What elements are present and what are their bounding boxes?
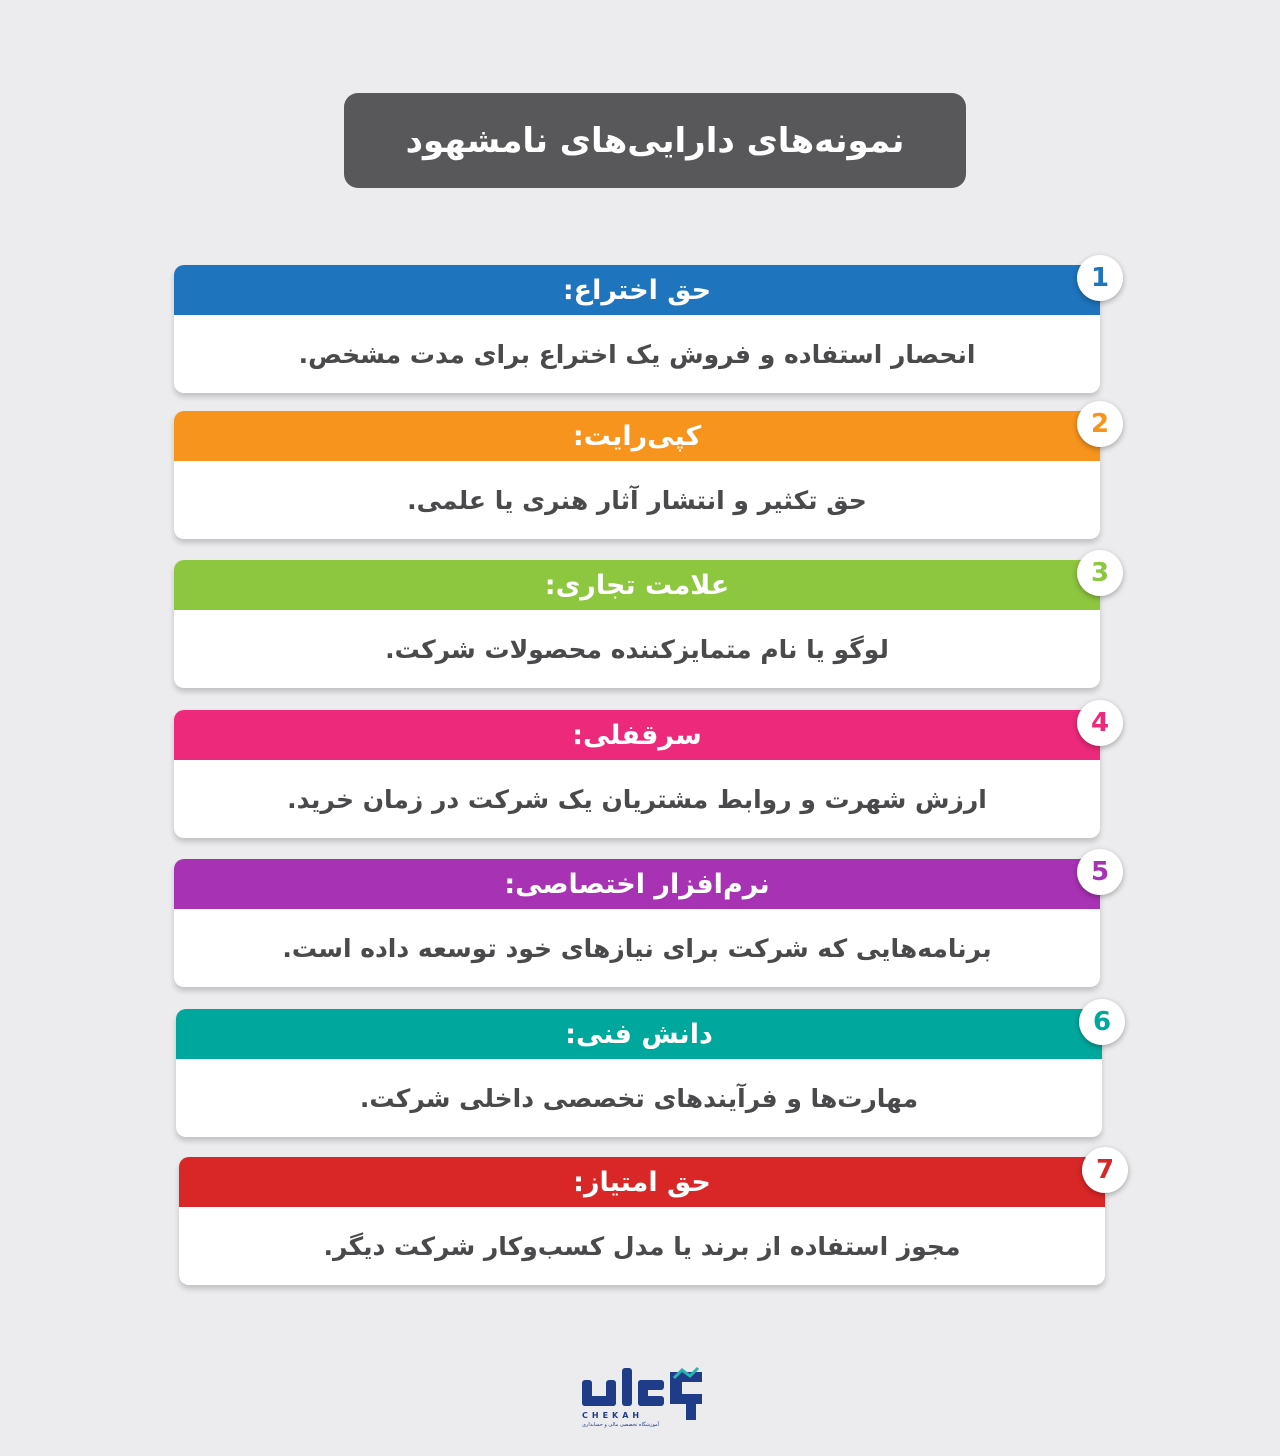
asset-card-header — [174, 560, 1100, 610]
asset-title: علامت تجاری: — [544, 569, 730, 601]
asset-title: حق اختراع: — [562, 274, 712, 306]
asset-card-body — [174, 315, 1100, 393]
asset-description: مجوز استفاده از برند یا مدل کسب‌وکار شرکت دیگر. — [323, 1231, 961, 1261]
asset-title: کپی‌رایت: — [572, 420, 702, 452]
asset-description: لوگو یا نام متمایزکننده محصولات شرکت. — [385, 634, 889, 664]
asset-card — [174, 265, 1100, 393]
number-badge: 3 — [1077, 550, 1123, 596]
logo-latin: CHEKAH — [582, 1411, 644, 1420]
number-badge: 7 — [1082, 1147, 1128, 1193]
asset-title: حق امتیاز: — [573, 1166, 711, 1198]
asset-card-header — [174, 710, 1100, 760]
chekah-logo — [578, 1358, 708, 1428]
asset-card — [179, 1157, 1105, 1285]
asset-card — [174, 859, 1100, 987]
asset-title: نرم‌افزار اختصاصی: — [504, 868, 770, 900]
asset-card-body — [174, 760, 1100, 838]
asset-card — [176, 1009, 1102, 1137]
asset-card-header — [174, 411, 1100, 461]
asset-description: برنامه‌هایی که شرکت برای نیازهای خود توسعه داده است. — [282, 933, 992, 963]
asset-card-body — [176, 1059, 1102, 1137]
asset-card-body — [174, 610, 1100, 688]
logo-tagline: آموزشگاه تخصصی مالی و حسابداری — [582, 1422, 660, 1428]
asset-card-body — [174, 909, 1100, 987]
number-badge: 2 — [1077, 401, 1123, 447]
asset-description: انحصار استفاده و فروش یک اختراع برای مدت مشخص. — [298, 339, 976, 369]
asset-card-body — [179, 1207, 1105, 1285]
asset-description: مهارت‌ها و فرآیندهای تخصصی داخلی شرکت. — [359, 1083, 919, 1113]
asset-description: ارزش شهرت و روابط مشتریان یک شرکت در زمان خرید. — [287, 784, 987, 814]
number-badge: 6 — [1079, 999, 1125, 1045]
asset-card — [174, 411, 1100, 539]
page-title: نمونه‌های دارایی‌های نامشهود — [405, 120, 905, 161]
asset-card-header — [176, 1009, 1102, 1059]
asset-title: سرقفلی: — [572, 719, 702, 751]
asset-card — [174, 560, 1100, 688]
number-badge: 1 — [1077, 255, 1123, 301]
asset-card-body — [174, 461, 1100, 539]
asset-card-header — [174, 859, 1100, 909]
asset-card-header — [174, 265, 1100, 315]
number-badge: 4 — [1077, 700, 1123, 746]
asset-card-header — [179, 1157, 1105, 1207]
asset-title: دانش فنی: — [565, 1018, 713, 1050]
asset-description: حق تکثیر و انتشار آثار هنری یا علمی. — [407, 485, 867, 515]
number-badge: 5 — [1077, 849, 1123, 895]
title-banner — [344, 93, 966, 188]
asset-card — [174, 710, 1100, 838]
